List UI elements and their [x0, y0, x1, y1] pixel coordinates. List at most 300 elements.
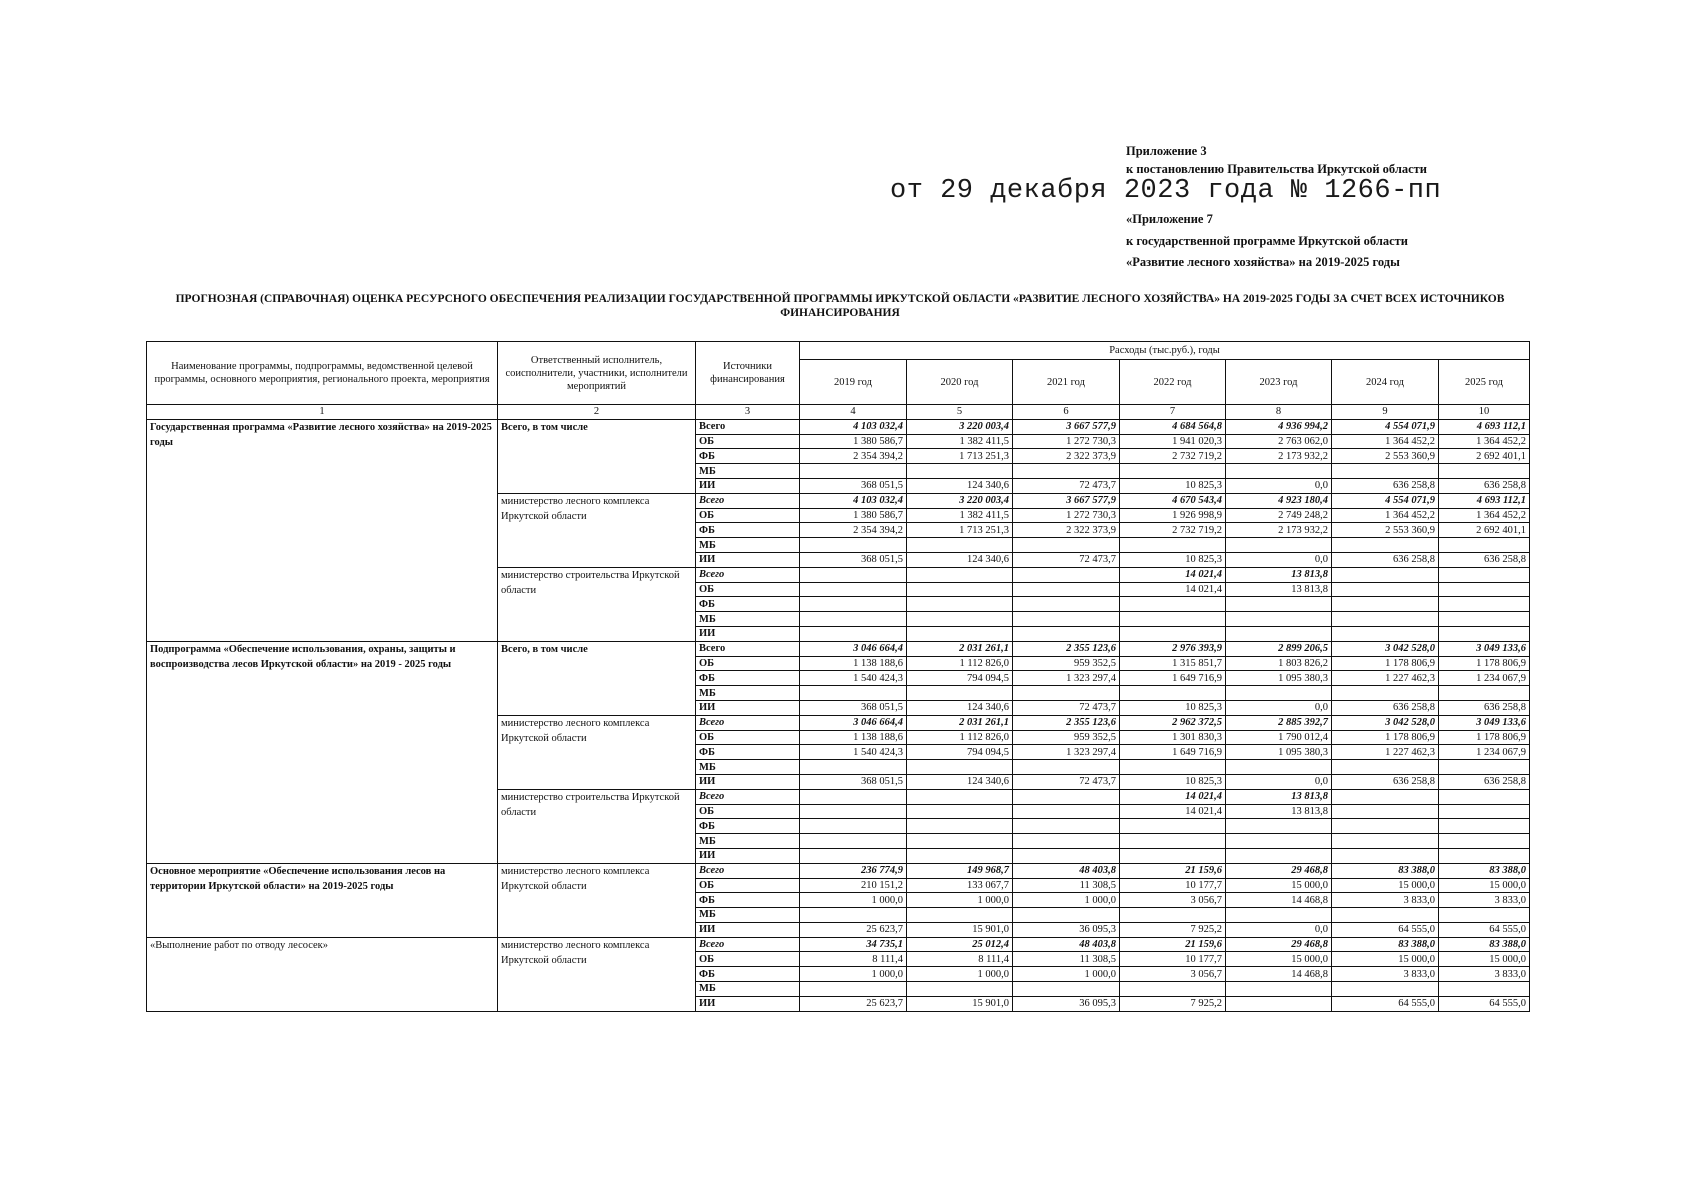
year-header: 2020 год [907, 360, 1013, 405]
value-cell: 3 042 528,0 [1332, 641, 1439, 656]
value-cell [1013, 848, 1120, 863]
value-cell [1226, 612, 1332, 627]
value-cell: 4 936 994,2 [1226, 419, 1332, 434]
source-cell: МБ [696, 760, 800, 775]
value-cell: 636 258,8 [1439, 552, 1530, 567]
value-cell: 72 473,7 [1013, 478, 1120, 493]
source-cell: МБ [696, 834, 800, 849]
source-cell: ИИ [696, 996, 800, 1011]
value-cell [1013, 908, 1120, 923]
value-cell: 72 473,7 [1013, 700, 1120, 715]
value-cell: 636 258,8 [1439, 700, 1530, 715]
col2-header: Ответственный исполнитель, соисполнители, участники, исполнители мероприятий [498, 342, 696, 405]
source-cell: Всего [696, 937, 800, 952]
value-cell: 3 046 664,4 [800, 715, 907, 730]
source-cell: ОБ [696, 804, 800, 819]
source-cell: ОБ [696, 434, 800, 449]
value-cell [800, 804, 907, 819]
value-cell: 2 031 261,1 [907, 715, 1013, 730]
value-cell [907, 848, 1013, 863]
value-cell: 3 049 133,6 [1439, 715, 1530, 730]
value-cell: 14 021,4 [1120, 582, 1226, 597]
index-cell: 8 [1226, 405, 1332, 420]
value-cell: 124 340,6 [907, 774, 1013, 789]
expenses-header: Расходы (тыс.руб.), годы [800, 342, 1530, 360]
value-cell: 1 649 716,9 [1120, 671, 1226, 686]
value-cell: 7 925,2 [1120, 996, 1226, 1011]
value-cell [800, 760, 907, 775]
value-cell: 2 354 394,2 [800, 523, 907, 538]
value-cell [1013, 538, 1120, 553]
value-cell: 48 403,8 [1013, 863, 1120, 878]
value-cell: 4 103 032,4 [800, 419, 907, 434]
value-cell [907, 760, 1013, 775]
value-cell: 36 095,3 [1013, 996, 1120, 1011]
value-cell: 1 301 830,3 [1120, 730, 1226, 745]
value-cell [907, 804, 1013, 819]
value-cell [1226, 996, 1332, 1011]
value-cell [1226, 464, 1332, 479]
source-cell: Всего [696, 863, 800, 878]
source-cell: МБ [696, 982, 800, 997]
value-cell: 1 323 297,4 [1013, 745, 1120, 760]
value-cell: 133 067,7 [907, 878, 1013, 893]
value-cell: 2 173 932,2 [1226, 523, 1332, 538]
value-cell [800, 567, 907, 582]
value-cell [1439, 804, 1530, 819]
source-cell: ОБ [696, 582, 800, 597]
value-cell [1120, 626, 1226, 641]
value-cell [1332, 819, 1439, 834]
value-cell [800, 686, 907, 701]
value-cell [1013, 582, 1120, 597]
value-cell: 10 825,3 [1120, 700, 1226, 715]
index-cell: 10 [1439, 405, 1530, 420]
value-cell: 368 051,5 [800, 700, 907, 715]
value-cell: 794 094,5 [907, 745, 1013, 760]
value-cell [1013, 567, 1120, 582]
value-cell: 2 692 401,1 [1439, 449, 1530, 464]
value-cell: 64 555,0 [1332, 996, 1439, 1011]
value-cell: 1 380 586,7 [800, 434, 907, 449]
value-cell: 959 352,5 [1013, 730, 1120, 745]
program-name-cell: Государственная программа «Развитие лесного хозяйства» на 2019-2025 годы [147, 419, 498, 641]
value-cell: 14 021,4 [1120, 804, 1226, 819]
value-cell: 7 925,2 [1120, 922, 1226, 937]
value-cell [1226, 626, 1332, 641]
value-cell [1120, 848, 1226, 863]
value-cell: 124 340,6 [907, 552, 1013, 567]
value-cell [800, 819, 907, 834]
value-cell: 13 813,8 [1226, 567, 1332, 582]
value-cell: 1 095 380,3 [1226, 745, 1332, 760]
value-cell: 1 112 826,0 [907, 730, 1013, 745]
value-cell: 1 803 826,2 [1226, 656, 1332, 671]
value-cell: 10 825,3 [1120, 552, 1226, 567]
value-cell: 1 540 424,3 [800, 745, 907, 760]
value-cell: 1 272 730,3 [1013, 508, 1120, 523]
value-cell: 25 623,7 [800, 996, 907, 1011]
value-cell: 3 220 003,4 [907, 419, 1013, 434]
value-cell [1226, 760, 1332, 775]
value-cell: 794 094,5 [907, 671, 1013, 686]
value-cell: 25 012,4 [907, 937, 1013, 952]
value-cell: 2 976 393,9 [1120, 641, 1226, 656]
value-cell: 1 382 411,5 [907, 508, 1013, 523]
value-cell: 4 670 543,4 [1120, 493, 1226, 508]
value-cell [1120, 819, 1226, 834]
value-cell [1439, 819, 1530, 834]
source-cell: ОБ [696, 508, 800, 523]
value-cell: 2 885 392,7 [1226, 715, 1332, 730]
value-cell: 10 177,7 [1120, 952, 1226, 967]
value-cell [1013, 819, 1120, 834]
value-cell: 149 968,7 [907, 863, 1013, 878]
source-cell: МБ [696, 686, 800, 701]
value-cell: 2 553 360,9 [1332, 449, 1439, 464]
value-cell [1120, 464, 1226, 479]
source-cell: ОБ [696, 878, 800, 893]
value-cell [1332, 686, 1439, 701]
value-cell: 2 355 123,6 [1013, 715, 1120, 730]
value-cell [1120, 538, 1226, 553]
value-cell: 15 901,0 [907, 996, 1013, 1011]
value-cell: 1 227 462,3 [1332, 671, 1439, 686]
value-cell: 368 051,5 [800, 774, 907, 789]
value-cell: 10 177,7 [1120, 878, 1226, 893]
value-cell [907, 597, 1013, 612]
value-cell [1120, 612, 1226, 627]
value-cell [1439, 686, 1530, 701]
value-cell [1332, 597, 1439, 612]
source-cell: ФБ [696, 523, 800, 538]
value-cell [1332, 567, 1439, 582]
value-cell [1439, 848, 1530, 863]
index-cell: 4 [800, 405, 907, 420]
value-cell: 14 021,4 [1120, 789, 1226, 804]
value-cell [800, 538, 907, 553]
source-cell: ИИ [696, 552, 800, 567]
value-cell: 636 258,8 [1332, 478, 1439, 493]
table-row [147, 641, 1530, 656]
value-cell [1439, 597, 1530, 612]
source-cell: ИИ [696, 922, 800, 937]
value-cell: 21 159,6 [1120, 863, 1226, 878]
value-cell [1013, 834, 1120, 849]
value-cell [1226, 538, 1332, 553]
value-cell [1226, 834, 1332, 849]
value-cell: 3 833,0 [1332, 967, 1439, 982]
value-cell: 3 667 577,9 [1013, 493, 1120, 508]
value-cell: 2 692 401,1 [1439, 523, 1530, 538]
value-cell: 15 901,0 [907, 922, 1013, 937]
value-cell [1120, 760, 1226, 775]
value-cell [1332, 834, 1439, 849]
source-cell: Всего [696, 789, 800, 804]
value-cell: 210 151,2 [800, 878, 907, 893]
source-cell: МБ [696, 908, 800, 923]
value-cell: 1 315 851,7 [1120, 656, 1226, 671]
col3-header: Источники финансирования [696, 342, 800, 405]
index-cell: 3 [696, 405, 800, 420]
value-cell: 4 693 112,1 [1439, 493, 1530, 508]
value-cell: 1 364 452,2 [1332, 434, 1439, 449]
program-name-cell: Основное мероприятие «Обеспечение использования лесов на территории Иркутской области» на 2019-2025 годы [147, 863, 498, 937]
value-cell [800, 908, 907, 923]
value-cell: 1 178 806,9 [1332, 656, 1439, 671]
value-cell [907, 538, 1013, 553]
value-cell: 1 713 251,3 [907, 523, 1013, 538]
value-cell: 1 364 452,2 [1332, 508, 1439, 523]
source-cell: ИИ [696, 700, 800, 715]
source-cell: ФБ [696, 671, 800, 686]
value-cell: 636 258,8 [1439, 478, 1530, 493]
value-cell [1013, 982, 1120, 997]
executor-cell: министерство лесного комплекса Иркутской области [498, 937, 696, 1011]
value-cell [1439, 789, 1530, 804]
resolution-ref: к постановлению Правительства Иркутской области [1126, 162, 1427, 176]
value-cell: 4 684 564,8 [1120, 419, 1226, 434]
value-cell: 8 111,4 [800, 952, 907, 967]
value-cell [1439, 538, 1530, 553]
index-cell: 6 [1013, 405, 1120, 420]
value-cell [1013, 464, 1120, 479]
value-cell: 83 388,0 [1332, 937, 1439, 952]
funding-table [146, 341, 1530, 1012]
value-cell [1332, 789, 1439, 804]
source-cell: Всего [696, 567, 800, 582]
date-number-stamp: от 29 декабря 2023 года № 1266-пп [890, 176, 1442, 206]
executor-cell: Всего, в том числе [498, 641, 696, 715]
executor-cell: министерство строительства Иркутской области [498, 567, 696, 641]
value-cell [907, 626, 1013, 641]
source-cell: ФБ [696, 449, 800, 464]
value-cell: 15 000,0 [1226, 878, 1332, 893]
value-cell [1332, 582, 1439, 597]
value-cell [800, 597, 907, 612]
executor-cell: министерство лесного комплекса Иркутской области [498, 493, 696, 567]
value-cell: 4 693 112,1 [1439, 419, 1530, 434]
program-name-ref: «Развитие лесного хозяйства» на 2019-2025 годы [1126, 255, 1400, 269]
value-cell: 1 382 411,5 [907, 434, 1013, 449]
source-cell: ОБ [696, 730, 800, 745]
value-cell: 1 178 806,9 [1332, 730, 1439, 745]
value-cell [907, 567, 1013, 582]
value-cell [1013, 686, 1120, 701]
value-cell: 0,0 [1226, 774, 1332, 789]
value-cell: 2 173 932,2 [1226, 449, 1332, 464]
value-cell: 1 227 462,3 [1332, 745, 1439, 760]
value-cell [1439, 582, 1530, 597]
value-cell: 1 178 806,9 [1439, 656, 1530, 671]
value-cell [907, 908, 1013, 923]
value-cell: 48 403,8 [1013, 937, 1120, 952]
value-cell: 83 388,0 [1439, 863, 1530, 878]
value-cell: 1 112 826,0 [907, 656, 1013, 671]
source-cell: ФБ [696, 893, 800, 908]
value-cell [1439, 908, 1530, 923]
value-cell [800, 982, 907, 997]
value-cell [1120, 908, 1226, 923]
value-cell: 15 000,0 [1439, 878, 1530, 893]
value-cell [907, 686, 1013, 701]
value-cell: 2 553 360,9 [1332, 523, 1439, 538]
value-cell [1332, 760, 1439, 775]
executor-cell: Всего, в том числе [498, 419, 696, 493]
value-cell: 2 322 373,9 [1013, 449, 1120, 464]
value-cell: 1 234 067,9 [1439, 745, 1530, 760]
value-cell [800, 848, 907, 863]
appendix7-label: «Приложение 7 [1126, 212, 1213, 226]
value-cell: 4 923 180,4 [1226, 493, 1332, 508]
value-cell: 13 813,8 [1226, 804, 1332, 819]
value-cell: 959 352,5 [1013, 656, 1120, 671]
value-cell: 1 941 020,3 [1120, 434, 1226, 449]
value-cell: 2 031 261,1 [907, 641, 1013, 656]
value-cell: 1 178 806,9 [1439, 730, 1530, 745]
value-cell [800, 464, 907, 479]
value-cell: 10 825,3 [1120, 478, 1226, 493]
program-name-cell: «Выполнение работ по отводу лесосек» [147, 937, 498, 1011]
value-cell: 8 111,4 [907, 952, 1013, 967]
source-cell: ИИ [696, 848, 800, 863]
value-cell [1013, 804, 1120, 819]
value-cell: 4 554 071,9 [1332, 419, 1439, 434]
value-cell [800, 834, 907, 849]
value-cell: 3 833,0 [1332, 893, 1439, 908]
value-cell: 1 000,0 [800, 967, 907, 982]
value-cell: 2 355 123,6 [1013, 641, 1120, 656]
table-row [147, 419, 1530, 434]
program-ref: к государственной программе Иркутской области [1126, 234, 1409, 248]
value-cell [1226, 597, 1332, 612]
value-cell: 36 095,3 [1013, 922, 1120, 937]
value-cell [1226, 686, 1332, 701]
value-cell: 72 473,7 [1013, 552, 1120, 567]
col1-header: Наименование программы, подпрограммы, ведомственной целевой программы, основного мероприятия, регионального проекта, мероприятия [147, 342, 498, 405]
value-cell: 2 354 394,2 [800, 449, 907, 464]
value-cell [1013, 612, 1120, 627]
value-cell [1332, 982, 1439, 997]
value-cell [1332, 804, 1439, 819]
value-cell: 15 000,0 [1332, 952, 1439, 967]
source-cell: ИИ [696, 774, 800, 789]
value-cell [800, 582, 907, 597]
value-cell: 0,0 [1226, 478, 1332, 493]
value-cell: 1 000,0 [907, 893, 1013, 908]
value-cell: 64 555,0 [1439, 922, 1530, 937]
year-header: 2023 год [1226, 360, 1332, 405]
value-cell [1120, 597, 1226, 612]
value-cell: 124 340,6 [907, 700, 1013, 715]
value-cell: 3 056,7 [1120, 967, 1226, 982]
value-cell [1226, 982, 1332, 997]
value-cell: 1 095 380,3 [1226, 671, 1332, 686]
value-cell [1439, 464, 1530, 479]
source-cell: ФБ [696, 819, 800, 834]
index-cell: 5 [907, 405, 1013, 420]
value-cell: 29 468,8 [1226, 937, 1332, 952]
year-header: 2025 год [1439, 360, 1530, 405]
value-cell: 3 056,7 [1120, 893, 1226, 908]
value-cell [907, 582, 1013, 597]
value-cell [1332, 538, 1439, 553]
source-cell: МБ [696, 464, 800, 479]
value-cell: 14 021,4 [1120, 567, 1226, 582]
value-cell: 34 735,1 [800, 937, 907, 952]
value-cell: 636 258,8 [1332, 552, 1439, 567]
year-header: 2024 год [1332, 360, 1439, 405]
value-cell [1332, 848, 1439, 863]
value-cell: 2 763 062,0 [1226, 434, 1332, 449]
value-cell: 10 825,3 [1120, 774, 1226, 789]
value-cell: 3 049 133,6 [1439, 641, 1530, 656]
value-cell: 15 000,0 [1332, 878, 1439, 893]
value-cell: 1 138 188,6 [800, 730, 907, 745]
value-cell [1439, 567, 1530, 582]
source-cell: ИИ [696, 626, 800, 641]
value-cell [1120, 982, 1226, 997]
value-cell [1439, 626, 1530, 641]
value-cell: 1 000,0 [1013, 893, 1120, 908]
value-cell: 64 555,0 [1332, 922, 1439, 937]
value-cell [800, 626, 907, 641]
value-cell: 72 473,7 [1013, 774, 1120, 789]
value-cell: 2 899 206,5 [1226, 641, 1332, 656]
value-cell: 1 713 251,3 [907, 449, 1013, 464]
value-cell: 1 380 586,7 [800, 508, 907, 523]
value-cell: 368 051,5 [800, 478, 907, 493]
year-header: 2022 год [1120, 360, 1226, 405]
value-cell [907, 982, 1013, 997]
value-cell: 2 322 373,9 [1013, 523, 1120, 538]
value-cell [1013, 597, 1120, 612]
value-cell: 3 046 664,4 [800, 641, 907, 656]
value-cell [1120, 686, 1226, 701]
source-cell: ФБ [696, 597, 800, 612]
source-cell: Всего [696, 641, 800, 656]
value-cell: 1 364 452,2 [1439, 434, 1530, 449]
value-cell: 13 813,8 [1226, 582, 1332, 597]
value-cell [1439, 982, 1530, 997]
index-cell: 2 [498, 405, 696, 420]
value-cell: 3 220 003,4 [907, 493, 1013, 508]
source-cell: Всего [696, 715, 800, 730]
appendix-label: Приложение 3 [1126, 144, 1207, 158]
document-title: ПРОГНОЗНАЯ (СПРАВОЧНАЯ) ОЦЕНКА РЕСУРСНОГО ОБЕСПЕЧЕНИЯ РЕАЛИЗАЦИИ ГОСУДАРСТВЕННОЙ ПРОГРАММЫ ИРКУТСКОЙ ОБЛАСТИ «РАЗВИТИЕ ЛЕСНОГО ХОЗЯЙСТВА» НА 2019-2025 ГОДЫ ЗА СЧЕТ ВСЕХ ИСТОЧНИКОВ ФИНАНСИРОВАНИЯ [175, 293, 1505, 319]
program-name-cell: Подпрограмма «Обеспечение использования, охраны, защиты и воспроизводства лесов Иркутской области» на 2019 - 2025 годы [147, 641, 498, 863]
value-cell [1226, 819, 1332, 834]
value-cell [907, 464, 1013, 479]
value-cell [1013, 789, 1120, 804]
value-cell: 4 103 032,4 [800, 493, 907, 508]
value-cell: 3 833,0 [1439, 893, 1530, 908]
index-cell: 1 [147, 405, 498, 420]
value-cell: 21 159,6 [1120, 937, 1226, 952]
value-cell: 11 308,5 [1013, 952, 1120, 967]
value-cell [1439, 834, 1530, 849]
value-cell: 4 554 071,9 [1332, 493, 1439, 508]
source-cell: ИИ [696, 478, 800, 493]
table-row [147, 937, 1530, 952]
value-cell [800, 612, 907, 627]
value-cell: 2 732 719,2 [1120, 449, 1226, 464]
source-cell: МБ [696, 538, 800, 553]
table-row [147, 863, 1530, 878]
value-cell: 368 051,5 [800, 552, 907, 567]
value-cell: 83 388,0 [1332, 863, 1439, 878]
value-cell: 15 000,0 [1439, 952, 1530, 967]
